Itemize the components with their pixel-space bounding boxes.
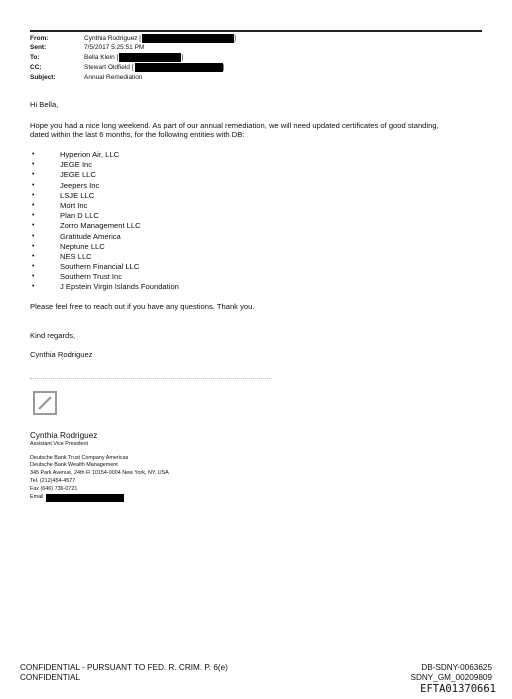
signature-title: Assistant Vice President bbox=[30, 441, 89, 447]
sent-label: Sent: bbox=[30, 44, 47, 51]
bullet-icon: • bbox=[32, 171, 35, 179]
signature-divider bbox=[30, 378, 272, 379]
to-label: To: bbox=[30, 54, 40, 61]
entity-name: JEGE Inc bbox=[60, 160, 93, 170]
bullet-icon: • bbox=[32, 222, 35, 230]
sent-value: 7/5/2017 5:25:51 PM bbox=[84, 44, 145, 51]
from-value: Cynthia Rodriguez bbox=[84, 35, 138, 42]
bullet-icon: • bbox=[32, 273, 35, 281]
header-cc-row: CC: Stewart Oldfield [ ] bbox=[30, 64, 225, 71]
deutsche-bank-logo-icon bbox=[33, 391, 57, 415]
entity-name: JEGE LLC bbox=[60, 170, 96, 180]
from-label: From: bbox=[30, 35, 49, 42]
bullet-icon: • bbox=[32, 161, 35, 169]
redaction-block bbox=[135, 63, 223, 72]
signature-address: 345 Park Avenue, 24th Fl 10154-0004 New York, NY, USA bbox=[30, 470, 169, 476]
footer-confidential-1: CONFIDENTIAL - PURSUANT TO FED. R. CRIM. P. 6(e) bbox=[20, 663, 228, 672]
logo-slash-icon bbox=[35, 393, 55, 413]
subject-label: Subject: bbox=[30, 74, 56, 81]
closing-request: Please feel free to reach out if you have any questions. Thank you. bbox=[30, 302, 255, 311]
header-subject-row bbox=[30, 73, 143, 82]
sign-off: Kind regards, bbox=[30, 331, 76, 340]
entity-name: LSJE LLC bbox=[60, 190, 95, 200]
signature-email-row bbox=[30, 494, 124, 502]
cc-label: CC: bbox=[30, 64, 42, 71]
entity-name: Mort Inc bbox=[60, 200, 88, 210]
bullet-icon: • bbox=[32, 212, 35, 220]
signature-fax: Fax (646) 736-0721 bbox=[30, 486, 78, 492]
entity-name: Gratitude America bbox=[60, 231, 121, 241]
intro-line-2: dated within the last 6 months, for the following entities with DB: bbox=[30, 130, 245, 139]
footer-bates-1: DB-SDNY-0063625 bbox=[421, 663, 492, 672]
entity-name: Plan D LLC bbox=[60, 211, 99, 221]
bullet-icon: • bbox=[32, 252, 35, 260]
bullet-icon: • bbox=[32, 232, 35, 240]
entity-name: Jeepers Inc bbox=[60, 180, 100, 190]
entity-name: Neptune LLC bbox=[60, 241, 105, 251]
bullet-icon: • bbox=[32, 201, 35, 209]
entity-name: J Epstein Virgin Islands Foundation bbox=[60, 282, 179, 292]
redaction-block bbox=[119, 53, 181, 62]
bullet-icon: • bbox=[32, 242, 35, 250]
sender-name: Cynthia Rodriguez bbox=[30, 350, 93, 359]
signature-tel: Tel. (212)454-4577 bbox=[30, 478, 76, 484]
subject-value: Annual Remediation bbox=[84, 74, 143, 81]
efta-stamp: EFTA01370661 bbox=[420, 683, 496, 695]
entity-name: Zorro Management LLC bbox=[60, 221, 141, 231]
entity-name: Southern Financial LLC bbox=[60, 262, 140, 272]
signature-company-2: Deutsche Bank Wealth Management bbox=[30, 462, 118, 468]
signature-company-1: Deutsche Bank Trust Company Americas bbox=[30, 455, 129, 461]
header-to-row: To: Bella Klein [ ] bbox=[30, 54, 184, 61]
bullet-icon: • bbox=[32, 191, 35, 199]
header-from-row: From: Cynthia Rodriguez [ ] bbox=[30, 35, 236, 42]
greeting: Hi Bella, bbox=[30, 100, 59, 109]
bullet-icon: • bbox=[32, 263, 35, 271]
bullet-icon: • bbox=[32, 181, 35, 189]
footer-bates-2: SDNY_GM_00209809 bbox=[410, 673, 492, 682]
intro-line-1: Hope you had a nice long weekend. As part of our annual remediation, we will need updated certificates of good standing, bbox=[30, 121, 439, 130]
header-rule bbox=[30, 30, 482, 32]
bullet-icon: • bbox=[32, 283, 35, 291]
redaction-block bbox=[142, 34, 234, 43]
entity-name: Hyperion Air, LLC bbox=[60, 150, 120, 159]
cc-value: Stewart Oldfield bbox=[84, 64, 130, 71]
footer-confidential-2: CONFIDENTIAL bbox=[20, 673, 81, 682]
header-sent-row bbox=[30, 43, 144, 52]
redaction-block bbox=[46, 494, 124, 502]
entity-name: Southern Trust Inc bbox=[60, 272, 123, 282]
entity-name: NES LLC bbox=[60, 251, 92, 261]
bullet-icon: • bbox=[32, 151, 35, 158]
email-label: Email bbox=[30, 494, 44, 500]
to-value: Bella Klein bbox=[84, 54, 115, 61]
signature-name: Cynthia Rodriguez bbox=[30, 431, 98, 440]
